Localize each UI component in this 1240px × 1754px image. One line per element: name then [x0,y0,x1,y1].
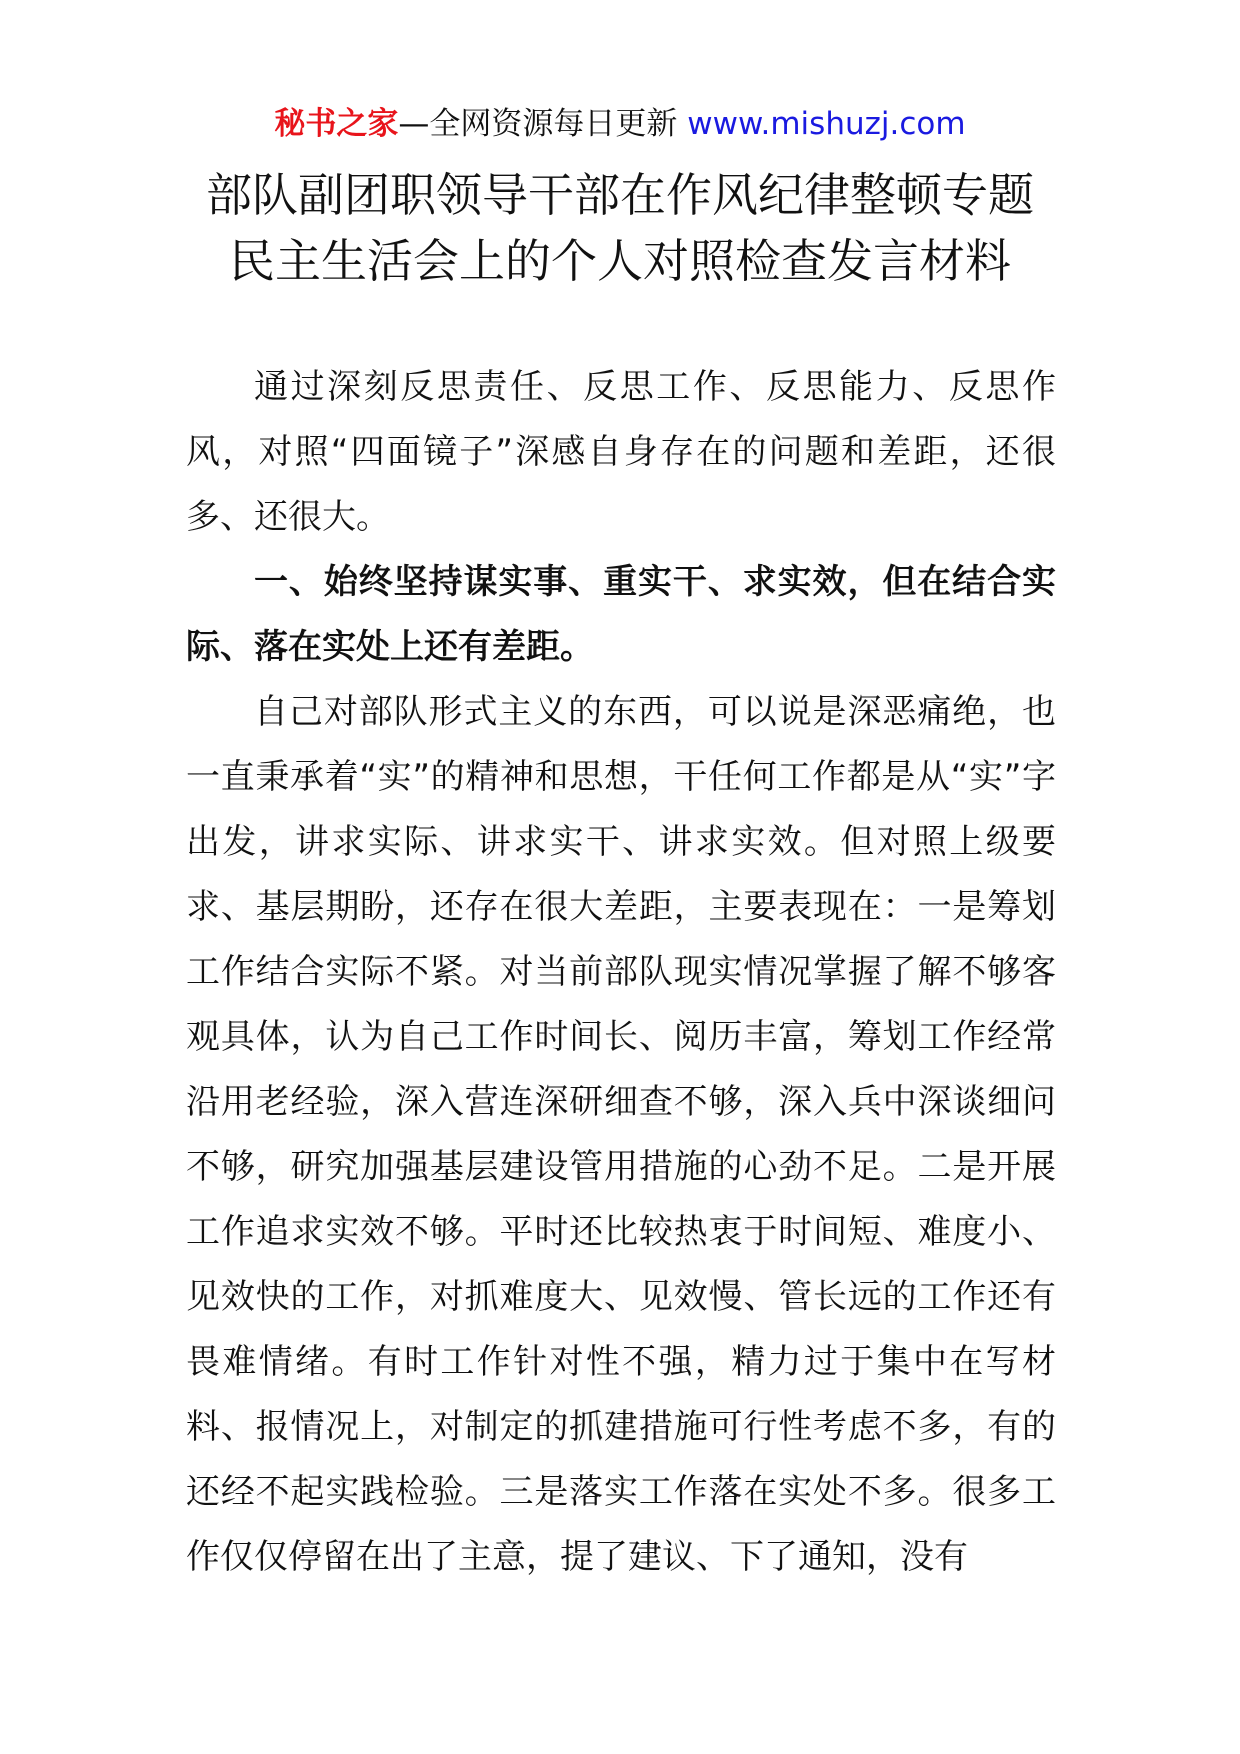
title-line-1: 部队副团职领导干部在作风纪律整顿专题 [206,168,1034,222]
site-banner [0,102,1240,146]
document-title [150,162,1090,294]
section-heading-1: 一、始终坚持谋实事、重实干、求实效，但在结合实际、落在实处上还有差距。 [186,562,1056,667]
brand-name: 秘书之家 [274,106,399,142]
intro-paragraph: 通过深刻反思责任、反思工作、反思能力、反思作风，对照“四面镜子”深感自身存在的问题和差距，还很多、还很大。 [186,367,1056,537]
site-url[interactable]: www.mishuzj.com [687,106,966,142]
body-paragraph: 自己对部队形式主义的东西，可以说是深恶痛绝，也一直秉承着“实”的精神和思想，干任何工作都是从“实”字出发，讲求实际、讲求实干、讲求实效。但对照上级要求、基层期盼，还存在很大差距，主要表现在：一是筹划工作结合实际不紧。对当前部队现实情况掌握了解不够客观具体，认为自己工作时间长、阅历丰富，筹划工作经常沿用老经验，深入营连深研细查不够，深入兵中深谈细问不够，研究加强基层建设管用措施的心劲不足。二是开展工作追求实效不够。平时还比较热衷于时间短、难度小、见效快的工作，对抓难度大、见效慢、管长远的工作还有畏难情绪。有时工作针对性不强，精力过于集中在写材料、报情况上，对制定的抓建措施可行性考虑不多，有的还经不起实践检验。三是落实工作落在实处不多。很多工作仅仅停留在出了主意，提了建议、下了通知，没有 [186,692,1056,1577]
title-line-2: 民主生活会上的个人对照检查发言材料 [229,234,1011,288]
document-body [186,355,1056,1590]
brand-slogan: —全网资源每日更新 [398,106,678,142]
